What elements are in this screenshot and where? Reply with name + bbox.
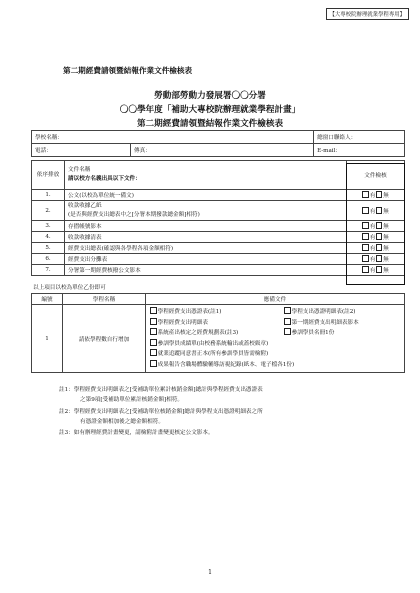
table-row: 4. 收款收據清表 有 無 xyxy=(32,232,405,243)
check-cell[interactable]: 有 無 xyxy=(347,265,405,276)
fax-field[interactable]: 傳真： xyxy=(131,144,314,157)
program-docs-table xyxy=(31,293,405,373)
lower-caption: 以上項目以校為單位乙份即可 xyxy=(33,285,106,291)
checkbox-icon xyxy=(150,318,157,325)
code-header: 編號 xyxy=(32,294,63,305)
checkbox-icon xyxy=(150,349,157,356)
note-1: 註1：學程經費支出明細表之[受補助單位累計核銷金額]總計與學程經費支出憑證表 之第9項[受補助單位累計核銷金額]相符。 xyxy=(59,387,263,403)
table-row: 3. 存摺帳號影本 有 無 xyxy=(32,221,405,232)
checkbox-icon xyxy=(150,307,157,314)
checkbox-icon xyxy=(376,191,383,198)
seq-header: 依序排放 xyxy=(32,161,65,190)
checkbox-icon xyxy=(376,266,383,273)
doc-name-header: 文件名稱 請以校方名義出具以下文件： xyxy=(65,161,347,190)
checkbox-icon xyxy=(362,244,369,251)
program-title: 〇〇學年度「補助大專校院辦理就業學程計畫」 xyxy=(119,105,301,115)
email-field[interactable]: E-mail： xyxy=(314,144,405,157)
table-row: 2. 收款收據乙紙 (是否與經費支出總表中之[分署本期撥款總金額]相符) 有 無 xyxy=(32,201,405,221)
docs-header: 應備文件 xyxy=(146,294,405,305)
usage-tag: 【大專校院辦理就業學程專用】 xyxy=(326,8,409,20)
agency-title: 勞動部勞動力發展署〇〇分署 xyxy=(154,91,266,101)
table-row: 5. 經費支出總表(確認與各學程各項金額相符) 有 無 xyxy=(32,243,405,254)
checkbox-icon xyxy=(284,307,291,314)
program-header: 學程名稱 xyxy=(63,294,146,305)
checkbox-icon xyxy=(376,255,383,262)
check-cell[interactable]: 有 無 xyxy=(347,254,405,265)
checkbox-icon xyxy=(376,222,383,229)
table-row: 7. 分署第一期經費核撥公文影本 有 無 xyxy=(32,265,405,276)
note-2: 註2：學程經費支出明細表之[受補助單位核銷金額]總計與學程支出憑證明細表之所 有憑證金額相加後之總金額相符。 xyxy=(59,409,263,425)
checkbox-icon xyxy=(376,244,383,251)
check-cell[interactable]: 有 無 xyxy=(347,190,405,201)
checkbox-icon xyxy=(284,318,291,325)
school-name-field[interactable]: 學校名稱： xyxy=(32,131,314,144)
check-cell[interactable]: 有 無 xyxy=(347,232,405,243)
checkbox-icon xyxy=(362,255,369,262)
docs-cell: 學程經費支出憑證表(註1) 學程支出憑證明細表(註2) 學程經費支出明細表 第一期經費支出明細表影本 系統產出核定之經費規劃表(註3) 參訓學員名冊1份 參訓學員成績單(由校務系統輸出或蓋校級章) 就業追蹤同意書正本(所有參訓學員皆需檢附) 成果報告含職場體驗輔導訪視紀錄(紙本、電子檔各1份) xyxy=(146,305,405,373)
info-table xyxy=(31,130,405,157)
checkbox-icon xyxy=(362,266,369,273)
table-row: 1 請依學程數自行增加 學程經費支出憑證表(註1) 學程支出憑證明細表(註2) 學程經費支出明細表 第一期經費支出明細表影本 系統產出核定之經費規劃表(註3) 參訓學員名冊1份 參訓學員成績單(由校務系統輸出或蓋校級章) 就業追蹤同意書正本(所有參訓學員皆需檢附) 成果報告含職場體驗輔導訪視紀錄(紙本、電子檔各1份) xyxy=(32,305,405,373)
checkbox-icon xyxy=(376,207,383,214)
contact-field[interactable]: 總窗口聯絡人： xyxy=(314,131,405,144)
checkbox-icon xyxy=(376,233,383,240)
checklist-table xyxy=(31,160,405,276)
table-row: 1. 公文(以校為單位統一備文) 有 無 xyxy=(32,190,405,201)
check-cell[interactable]: 有 無 xyxy=(347,243,405,254)
program-cell[interactable]: 請依學程數自行增加 xyxy=(63,305,146,373)
form-title: 第二期經費請領暨結報作業文件檢核表 xyxy=(136,119,284,129)
checkbox-icon xyxy=(362,233,369,240)
checkbox-icon xyxy=(362,222,369,229)
phone-field[interactable]: 電話： xyxy=(32,144,131,157)
note-3: 註3：如有辦理經費計畫變更，請檢附計畫變更核定公文影本。 xyxy=(59,430,214,436)
checkbox-icon xyxy=(362,207,369,214)
checkbox-icon xyxy=(150,328,157,335)
check-header: 文件檢核 xyxy=(347,161,405,190)
check-cell[interactable]: 有 無 xyxy=(347,221,405,232)
page-number: 1 xyxy=(208,569,212,576)
checkbox-icon xyxy=(284,328,291,335)
check-cell[interactable]: 有 無 xyxy=(347,201,405,221)
checkbox-icon xyxy=(362,191,369,198)
checkbox-icon xyxy=(150,339,157,346)
table-row: 6. 經費支出分攤表 有 無 xyxy=(32,254,405,265)
checkbox-icon xyxy=(150,360,157,367)
document-heading: 第二期經費請領暨結報作業文件檢核表 xyxy=(63,66,193,75)
